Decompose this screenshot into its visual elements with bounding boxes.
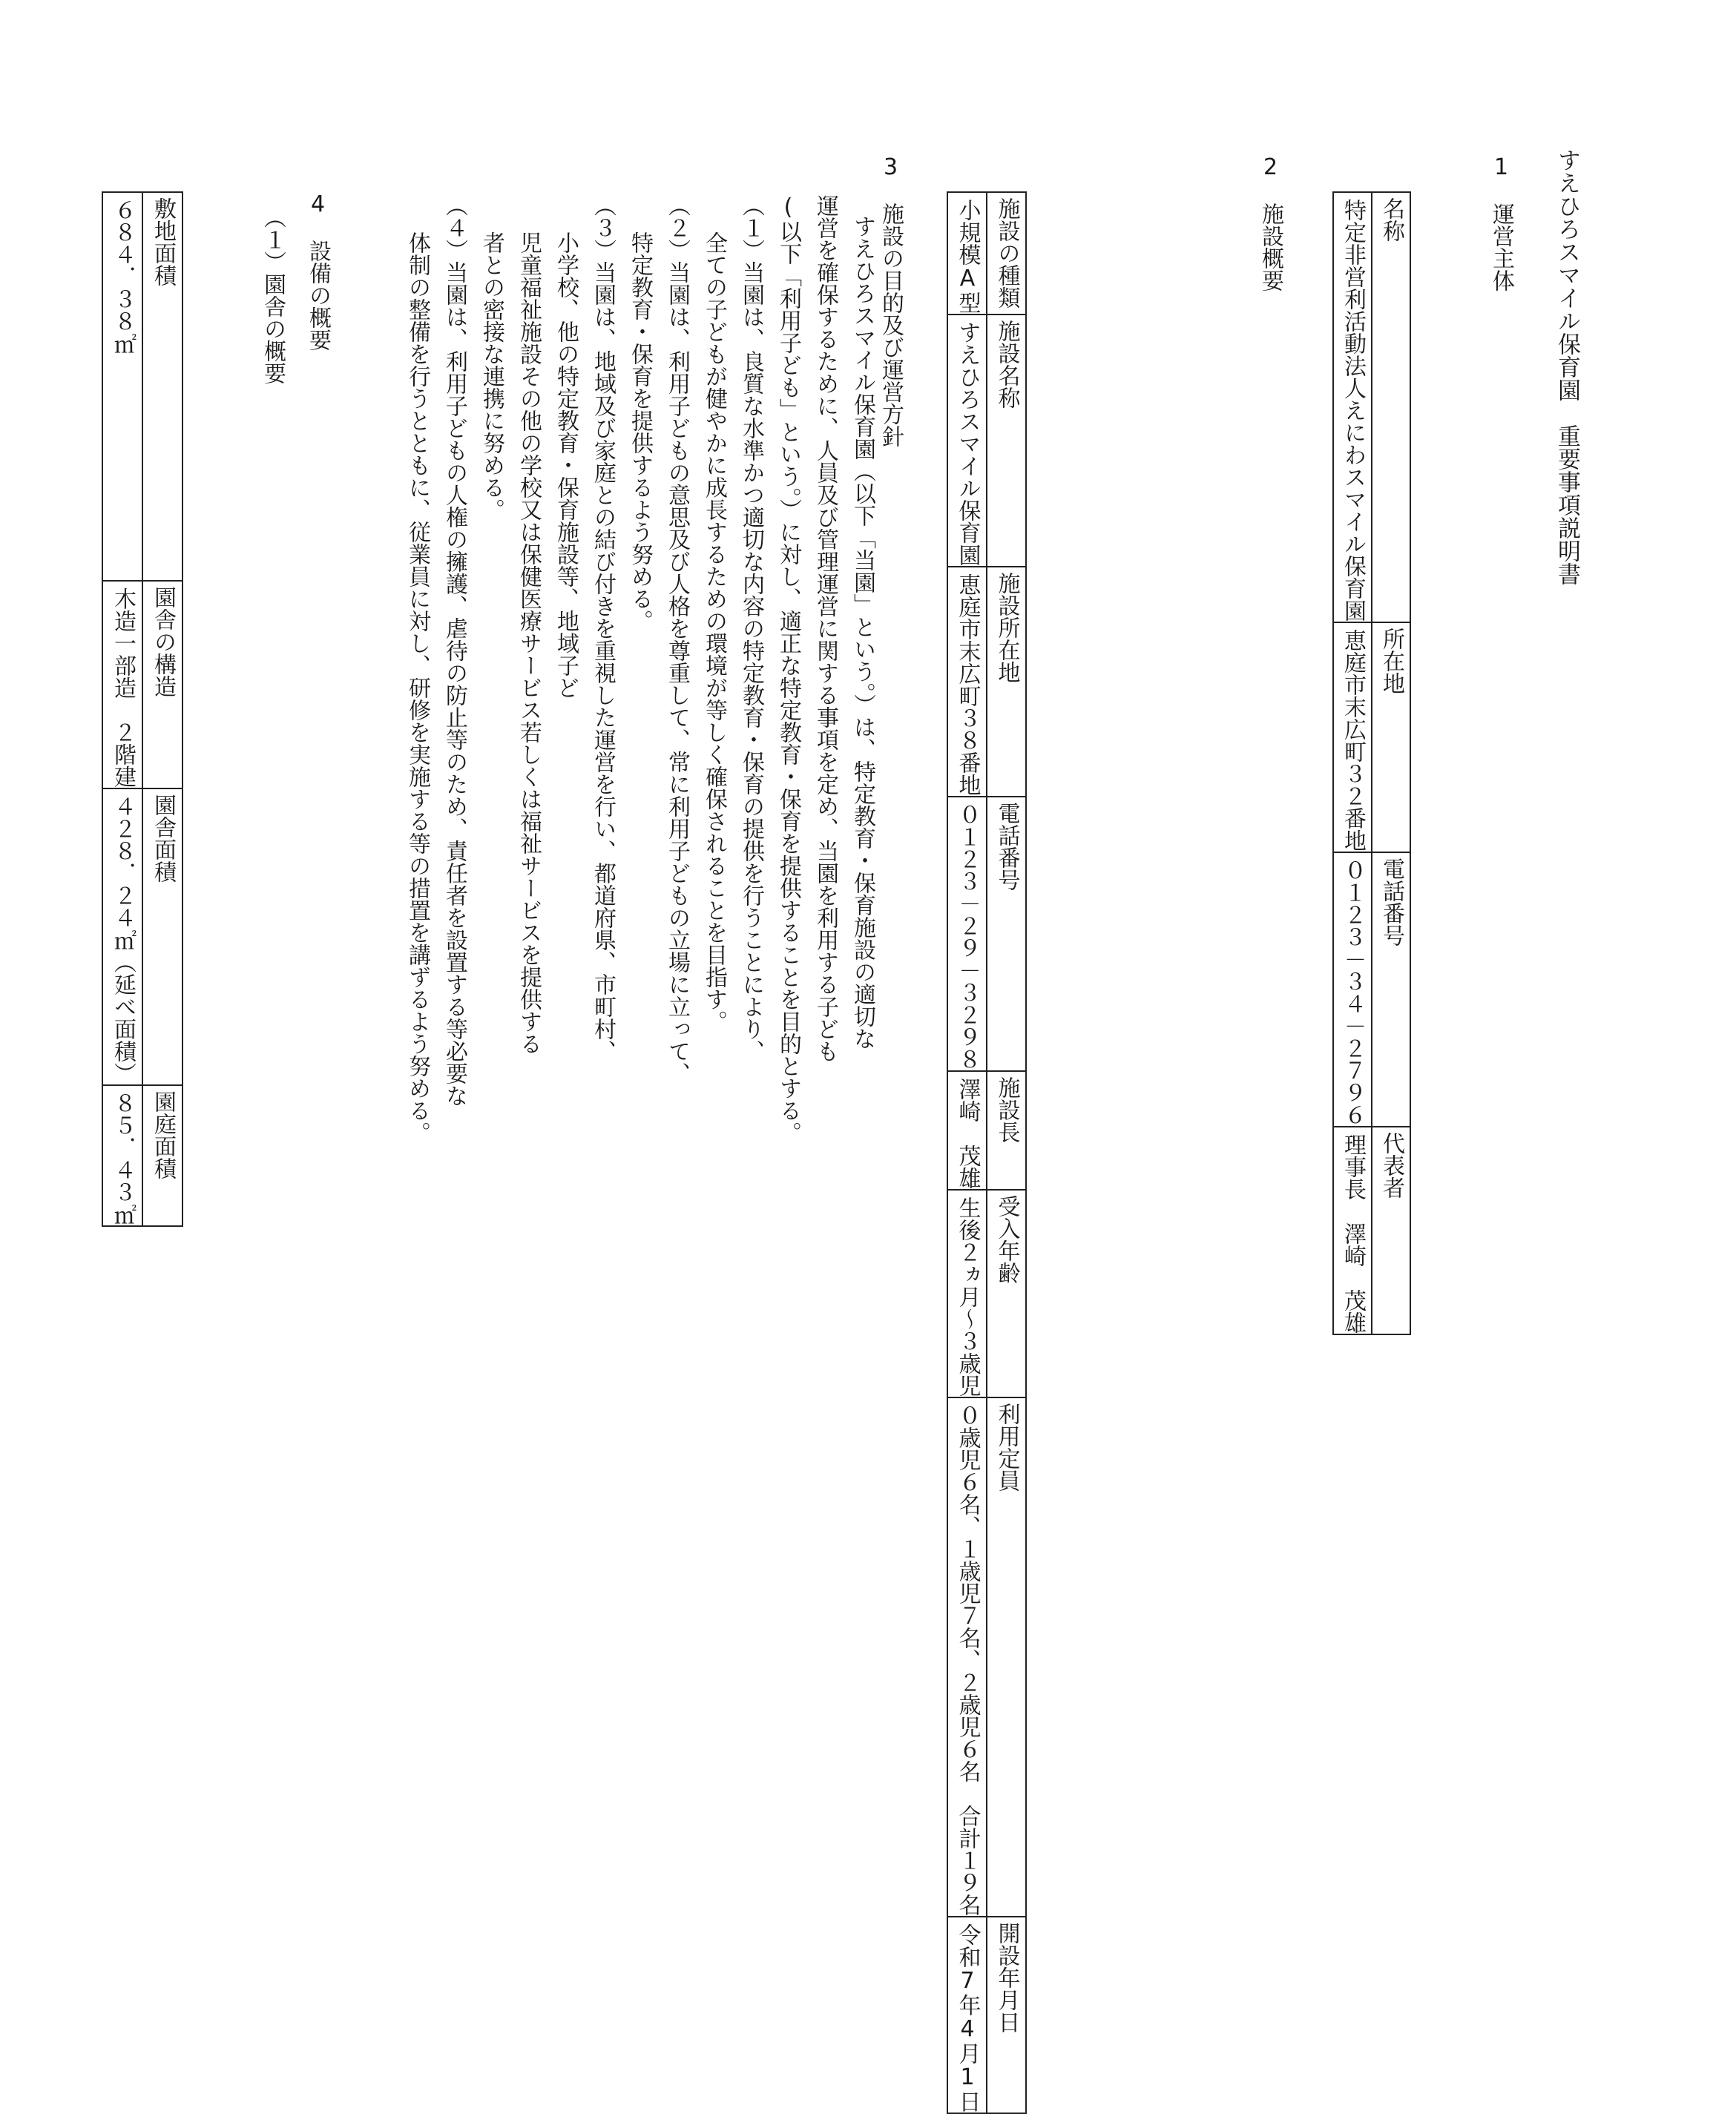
section-1-heading: 1 運営主体 [1488, 154, 1514, 292]
table-value: ６８４．３８㎡ [102, 192, 142, 581]
section-3-line: 小学校、他の特定教育・保育施設等、地域子ど [553, 231, 579, 699]
section-1-table [1332, 191, 1411, 1335]
table-label: 代表者 [1372, 1127, 1410, 1334]
table-row [1333, 192, 1372, 1334]
document-title: すえひろスマイル保育園 重要事項説明書 [1553, 148, 1580, 585]
table-value: ０１２３－３４－２７９６ [1333, 852, 1372, 1127]
table-row [947, 192, 987, 2113]
table-value: 澤崎 茂雄 [947, 1071, 987, 1190]
section-3-line: 運営を確保するために、人員及び管理運営に関する事項を定め、当園を利用する子ども [812, 194, 838, 1062]
table-label: 利用定員 [987, 1397, 1026, 1917]
table-label: 施設の種類 [987, 192, 1026, 315]
table-label: 電話番号 [1372, 852, 1410, 1127]
table-value: ４２８．２４㎡（延べ面積） [102, 788, 142, 1085]
section-4-heading: 4 設備の概要 [305, 191, 331, 351]
table-value: 小規模A型 [947, 192, 987, 315]
table-value: 生後２ヵ月～３歳児 [947, 1190, 987, 1397]
table-label: 施設名称 [987, 315, 1026, 567]
table-value: 恵庭市末広町３２番地 [1333, 622, 1372, 852]
table-value: ８５．４３㎡ [102, 1085, 142, 1226]
table-row [142, 192, 183, 1226]
section-2-table [947, 191, 1027, 2114]
section-3-line: （１）当園は、良質な水準かつ適切な内容の特定教育・保育の提供を行うことにより、 [738, 194, 764, 1062]
section-3-line: 児童福祉施設その他の学校又は保健医療サービス若しくは福祉サービスを提供する [516, 231, 542, 1055]
section-4-subheading: （１）園舎の概要 [260, 206, 286, 384]
table-label: 所在地 [1372, 622, 1410, 852]
table-value: 恵庭市末広町３８番地 [947, 567, 987, 797]
table-row [987, 192, 1026, 2113]
table-label: 受入年齢 [987, 1190, 1026, 1397]
section-3-line: 特定教育・保育を提供するよう努める。 [627, 231, 653, 632]
table-label: 敷地面積 [142, 192, 183, 581]
section-3-line: （２）当園は、利用子どもの意思及び人格を尊重して、常に利用子どもの立場に立って、 [664, 194, 690, 1084]
section-3-line: 者との密接な連携に努める。 [479, 231, 504, 521]
section-3-line: （４）当園は、利用子どもの人権の擁護、虐待の防止等のため、責任者を設置する等必要な [441, 194, 467, 1107]
table-label: 施設所在地 [987, 567, 1026, 797]
table-label: 園庭面積 [142, 1085, 183, 1226]
table-label: 施設長 [987, 1071, 1026, 1190]
section-3-line: 体制の整備を行うとともに、従業員に対し、研修を実施する等の措置を講ずるよう努める。 [404, 231, 430, 1144]
table-value: 特定非営利活動法人えにわスマイル保育園 [1333, 192, 1372, 622]
table-row [1372, 192, 1410, 1334]
table-value: 令和7年4月1日 [947, 1917, 987, 2113]
section-3-line: (以下「利用子ども」という。）に対し、適正な特定教育・保育を提供することを目的とする。 [775, 194, 801, 1144]
section-3-line: すえひろスマイル保育園（以下「当園」という。）は、特定教育・保育施設の適切な [849, 215, 875, 1050]
table-value: 木造一部造 ２階建 [102, 581, 142, 788]
section-4-table [102, 191, 183, 1227]
section-2-heading: 2 施設概要 [1257, 154, 1283, 292]
table-label: 電話番号 [987, 797, 1026, 1071]
table-label: 園舎面積 [142, 788, 183, 1085]
table-value: ０１２３－２９－３２９８ [947, 797, 987, 1071]
table-label: 園舎の構造 [142, 581, 183, 788]
section-3-line: （３）当園は、地域及び家庭との結び付きを重視した運営を行い、都道府県、市町村、 [590, 194, 616, 1062]
table-value: 理事長 澤崎 茂雄 [1333, 1127, 1372, 1334]
table-label: 開設年月日 [987, 1917, 1026, 2113]
table-label: 名称 [1372, 192, 1410, 622]
table-value: ０歳児６名、１歳児７名、２歳児６名 合計１９名 [947, 1397, 987, 1917]
section-3-line: 全ての子どもが健やかに成長するための環境が等しく確保されることを目指す。 [701, 231, 727, 1033]
table-value: すえひろスマイル保育園 [947, 315, 987, 567]
table-row [102, 192, 142, 1226]
section-3-heading: 3 施設の目的及び運営方針 [878, 154, 904, 447]
